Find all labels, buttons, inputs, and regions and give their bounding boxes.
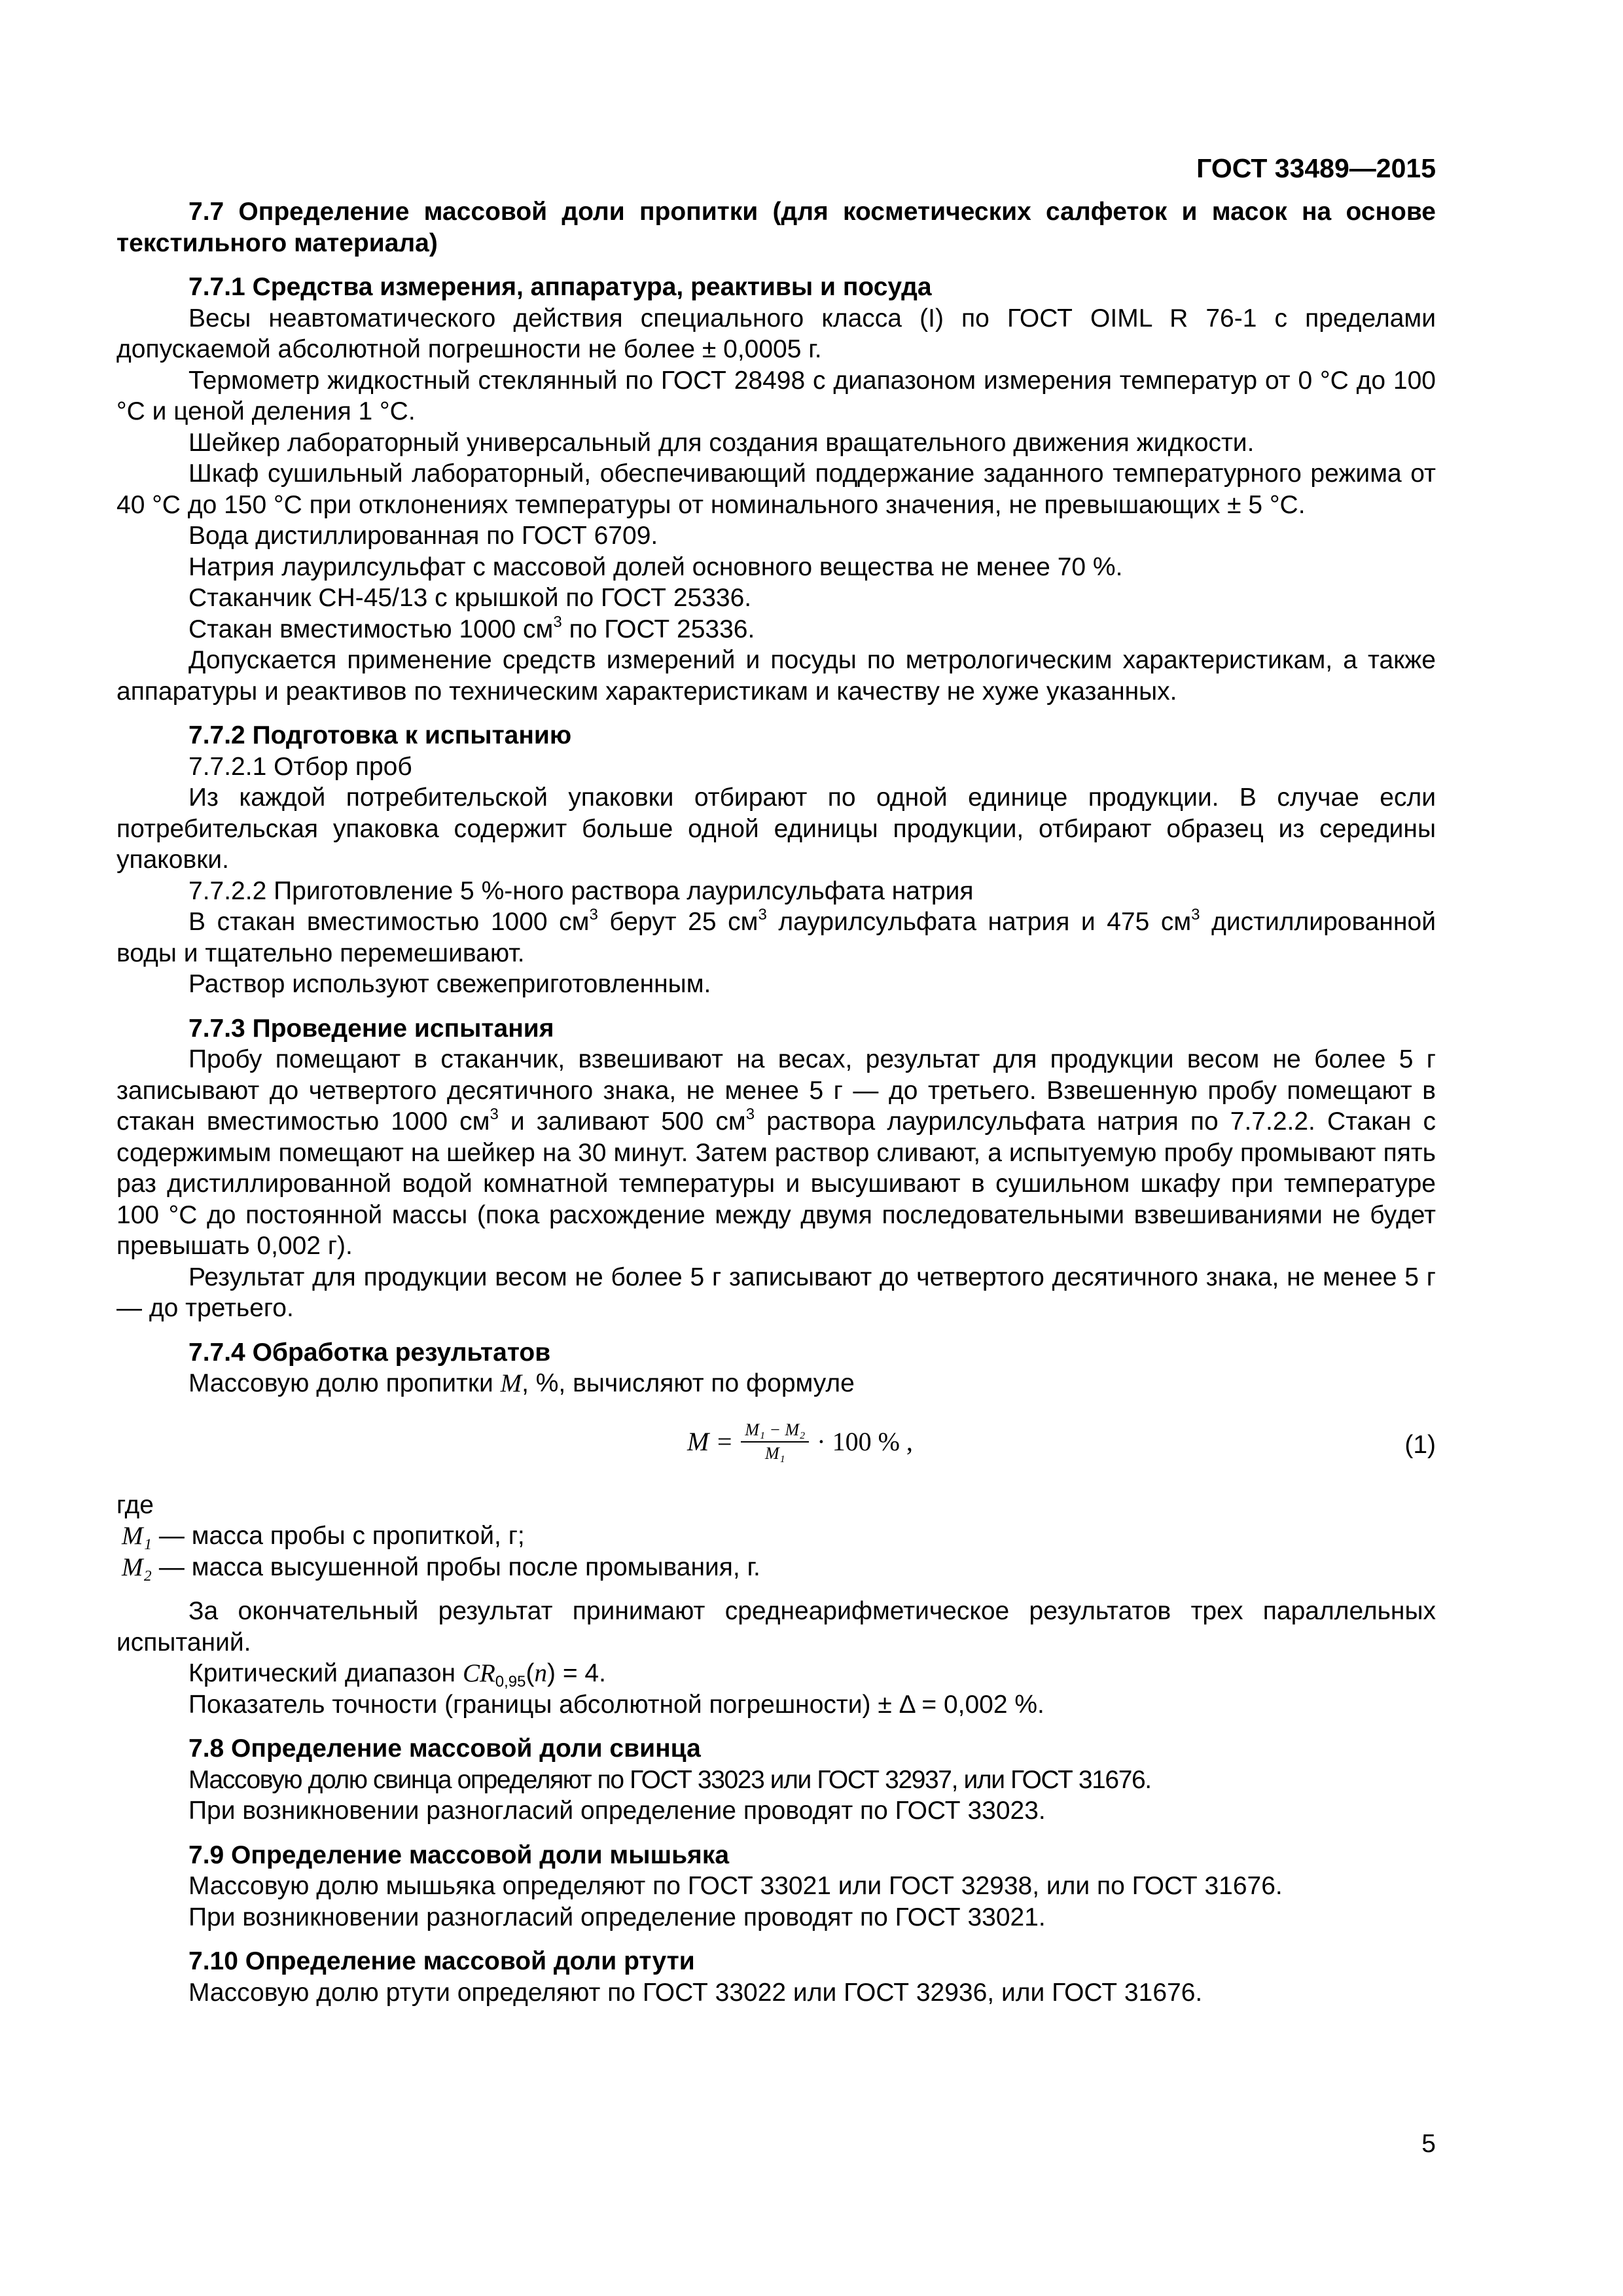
variable-cr: CR	[462, 1659, 495, 1687]
section-7-7-2-title: 7.7.2 Подготовка к испытанию	[188, 721, 572, 749]
page-number: 5	[1421, 2130, 1436, 2158]
definition-m1	[116, 1520, 1436, 1552]
superscript: 3	[758, 906, 767, 924]
paragraph-lead-disputes: При возникновении разногласий определение проводят по ГОСТ 33023.	[188, 1797, 1046, 1825]
where-label: где	[116, 1490, 154, 1519]
text-run: Критический диапазон	[188, 1659, 463, 1687]
section-7-7-4-title: 7.7.4 Обработка результатов	[188, 1338, 551, 1367]
paragraph-beaker	[116, 614, 1436, 645]
text-run: В стакан вместимостью 1000 см	[188, 908, 590, 936]
formula-denominator: M₁	[764, 1443, 785, 1463]
paragraph-sampling: Из каждой потребительской упаковки отбирают по одной единице продукции. В случае если потребительская упаковка содержит больше одной единицы продукции, отбирают образец из середины упаковки.	[116, 783, 1436, 874]
paragraph-solution-fresh: Раствор используют свежеприготовленным.	[188, 970, 711, 998]
formula-lhs: M =	[687, 1426, 734, 1456]
superscript: 3	[745, 1105, 755, 1123]
subscript: 0,95	[495, 1673, 526, 1691]
section-7-8-title: 7.8 Определение массовой доли свинца	[188, 1734, 701, 1763]
paragraph-lead-methods: Массовую долю свинца определяют по ГОСТ 33023 или ГОСТ 32937, или ГОСТ 31676.	[188, 1765, 1151, 1794]
text-run: берут 25 см	[597, 908, 758, 936]
text-run: ) = 4.	[547, 1659, 606, 1687]
variable-m: M	[500, 1369, 522, 1397]
formula-fraction	[741, 1420, 809, 1463]
paragraph-result-recording: Результат для продукции весом не более 5 г записывают до четвертого десятичного знака, не менее 5 г — до третьего.	[116, 1263, 1436, 1322]
paragraph-mercury-methods: Массовую долю ртути определяют по ГОСТ 33022 или ГОСТ 32936, или ГОСТ 31676.	[188, 1978, 1203, 2007]
page-content	[116, 196, 1436, 2008]
formula-block	[116, 1415, 1436, 1483]
paragraph-formula-intro	[116, 1368, 1436, 1399]
text-run: Пробу помещают в стаканчик, взвешивают на весах, результат для продукции весом не более 5 г записывают до четвертого десятичного знака, не менее 5 г — до третьего. Взвешенную пробу помещают в стакан вместимостью 1000 см	[116, 1045, 1436, 1136]
text-run: раствора лаурилсульфата натрия по 7.7.2.2. Стакан с содержимым помещают на шейкер на 30 минут. Затем раствор сливают, а испытуемую пробу промывают пять раз дистиллированной водой комнатной температуры и высушивают в сушильном шкафу при температуре 100 °С до постоянной массы (пока расхождение между двумя последовательными взвешиваниями не будет превышать 0,002 г).	[116, 1107, 1436, 1260]
subsection-7-7-2-2-title: 7.7.2.2 Приготовление 5 %-ного раствора лаурилсульфата натрия	[188, 876, 974, 905]
paragraph-final-result: За окончательный результат принимают среднеарифметическое результатов трех параллельных испытаний.	[116, 1597, 1436, 1657]
formula-numerator: M₁ − M₂	[741, 1420, 809, 1443]
text-run: лаурилсульфата натрия и 475 см	[766, 908, 1192, 936]
superscript: 3	[490, 1105, 499, 1123]
paragraph-test-procedure	[116, 1044, 1436, 1262]
paragraph-thermometer: Термометр жидкостный стеклянный по ГОСТ 28498 с диапазоном измерения температур от 0 °С до 100 °С и ценой деления 1 °С.	[116, 366, 1436, 425]
section-7-7-1-title: 7.7.1 Средства измерения, аппаратура, реактивы и посуда	[188, 273, 932, 301]
section-7-7-title: 7.7 Определение массовой доли пропитки (для косметических салфеток и масок на основе текстильного материала)	[116, 198, 1436, 257]
text-run: — масса высушенной пробы после промывания, г.	[152, 1552, 760, 1581]
section-7-9-title: 7.9 Определение массовой доли мышьяка	[188, 1840, 730, 1869]
text-run: по ГОСТ 25336.	[562, 615, 755, 643]
paragraph-shaker: Шейкер лабораторный универсальный для создания вращательного движения жидкости.	[188, 428, 1255, 457]
equation-number: (1)	[1404, 1430, 1436, 1459]
section-7-10-title: 7.10 Определение массовой доли ртути	[188, 1947, 695, 1975]
formula-impregnation	[687, 1420, 913, 1463]
symbol-m1: M₁	[122, 1522, 152, 1550]
text-run: дистиллированной воды и тщательно перемешивают.	[116, 908, 1436, 967]
section-7-7-3-title: 7.7.3 Проведение испытания	[188, 1014, 554, 1043]
paragraph-drying-cabinet: Шкаф сушильный лабораторный, обеспечивающий поддержание заданного температурного режима от 40 °С до 150 °С при отклонениях температуры от номинального значения, не превышающих ± 5 °С.	[116, 459, 1436, 519]
paragraph-accuracy: Показатель точности (границы абсолютной погрешности) ± Δ = 0,002 %.	[188, 1690, 1044, 1719]
paragraph-distilled-water: Вода дистиллированная по ГОСТ 6709.	[188, 522, 658, 550]
superscript: 3	[1191, 906, 1200, 924]
document-code-header: ГОСТ 33489—2015	[1196, 153, 1436, 183]
paragraph-weighing-cup: Стаканчик СН-45/13 с крышкой по ГОСТ 25336.	[188, 584, 752, 612]
definition-m2	[116, 1552, 1436, 1583]
formula-rhs: · 100 % ,	[817, 1426, 913, 1456]
paragraph-equivalents: Допускается применение средств измерений и посуды по метрологическим характеристикам, а также аппаратуры и реактивов по техническим характеристикам и качеству не хуже указанных.	[116, 646, 1436, 706]
superscript: 3	[553, 613, 562, 631]
paragraph-arsenic-disputes: При возникновении разногласий определение проводят по ГОСТ 33021.	[188, 1903, 1046, 1931]
text-run: (	[526, 1659, 535, 1687]
subsection-7-7-2-1-title: 7.7.2.1 Отбор проб	[188, 752, 412, 781]
paragraph-scales: Весы неавтоматического действия специального класса (I) по ГОСТ OIML R 76-1 с пределами допускаемой абсолютной погрешности не более ± 0,0005 г.	[116, 304, 1436, 363]
paragraph-solution-prep	[116, 906, 1436, 969]
paragraph-critical-range	[116, 1658, 1436, 1689]
text-run: , %, вычисляют по формуле	[522, 1369, 855, 1397]
superscript: 3	[589, 906, 598, 924]
text-run: — масса пробы с пропиткой, г;	[152, 1522, 525, 1550]
paragraph-arsenic-methods: Массовую долю мышьяка определяют по ГОСТ 33021 или ГОСТ 32938, или по ГОСТ 31676.	[188, 1872, 1283, 1900]
paragraph-sodium-lauryl-sulfate: Натрия лаурилсульфат с массовой долей основного вещества не менее 70 %.	[188, 552, 1123, 581]
text-run: и заливают 500 см	[498, 1107, 746, 1136]
text-run: Массовую долю пропитки	[188, 1369, 501, 1397]
text-run: Стакан вместимостью 1000 см	[188, 615, 554, 643]
symbol-m2: M₂	[122, 1552, 152, 1581]
variable-n: n	[534, 1659, 547, 1687]
